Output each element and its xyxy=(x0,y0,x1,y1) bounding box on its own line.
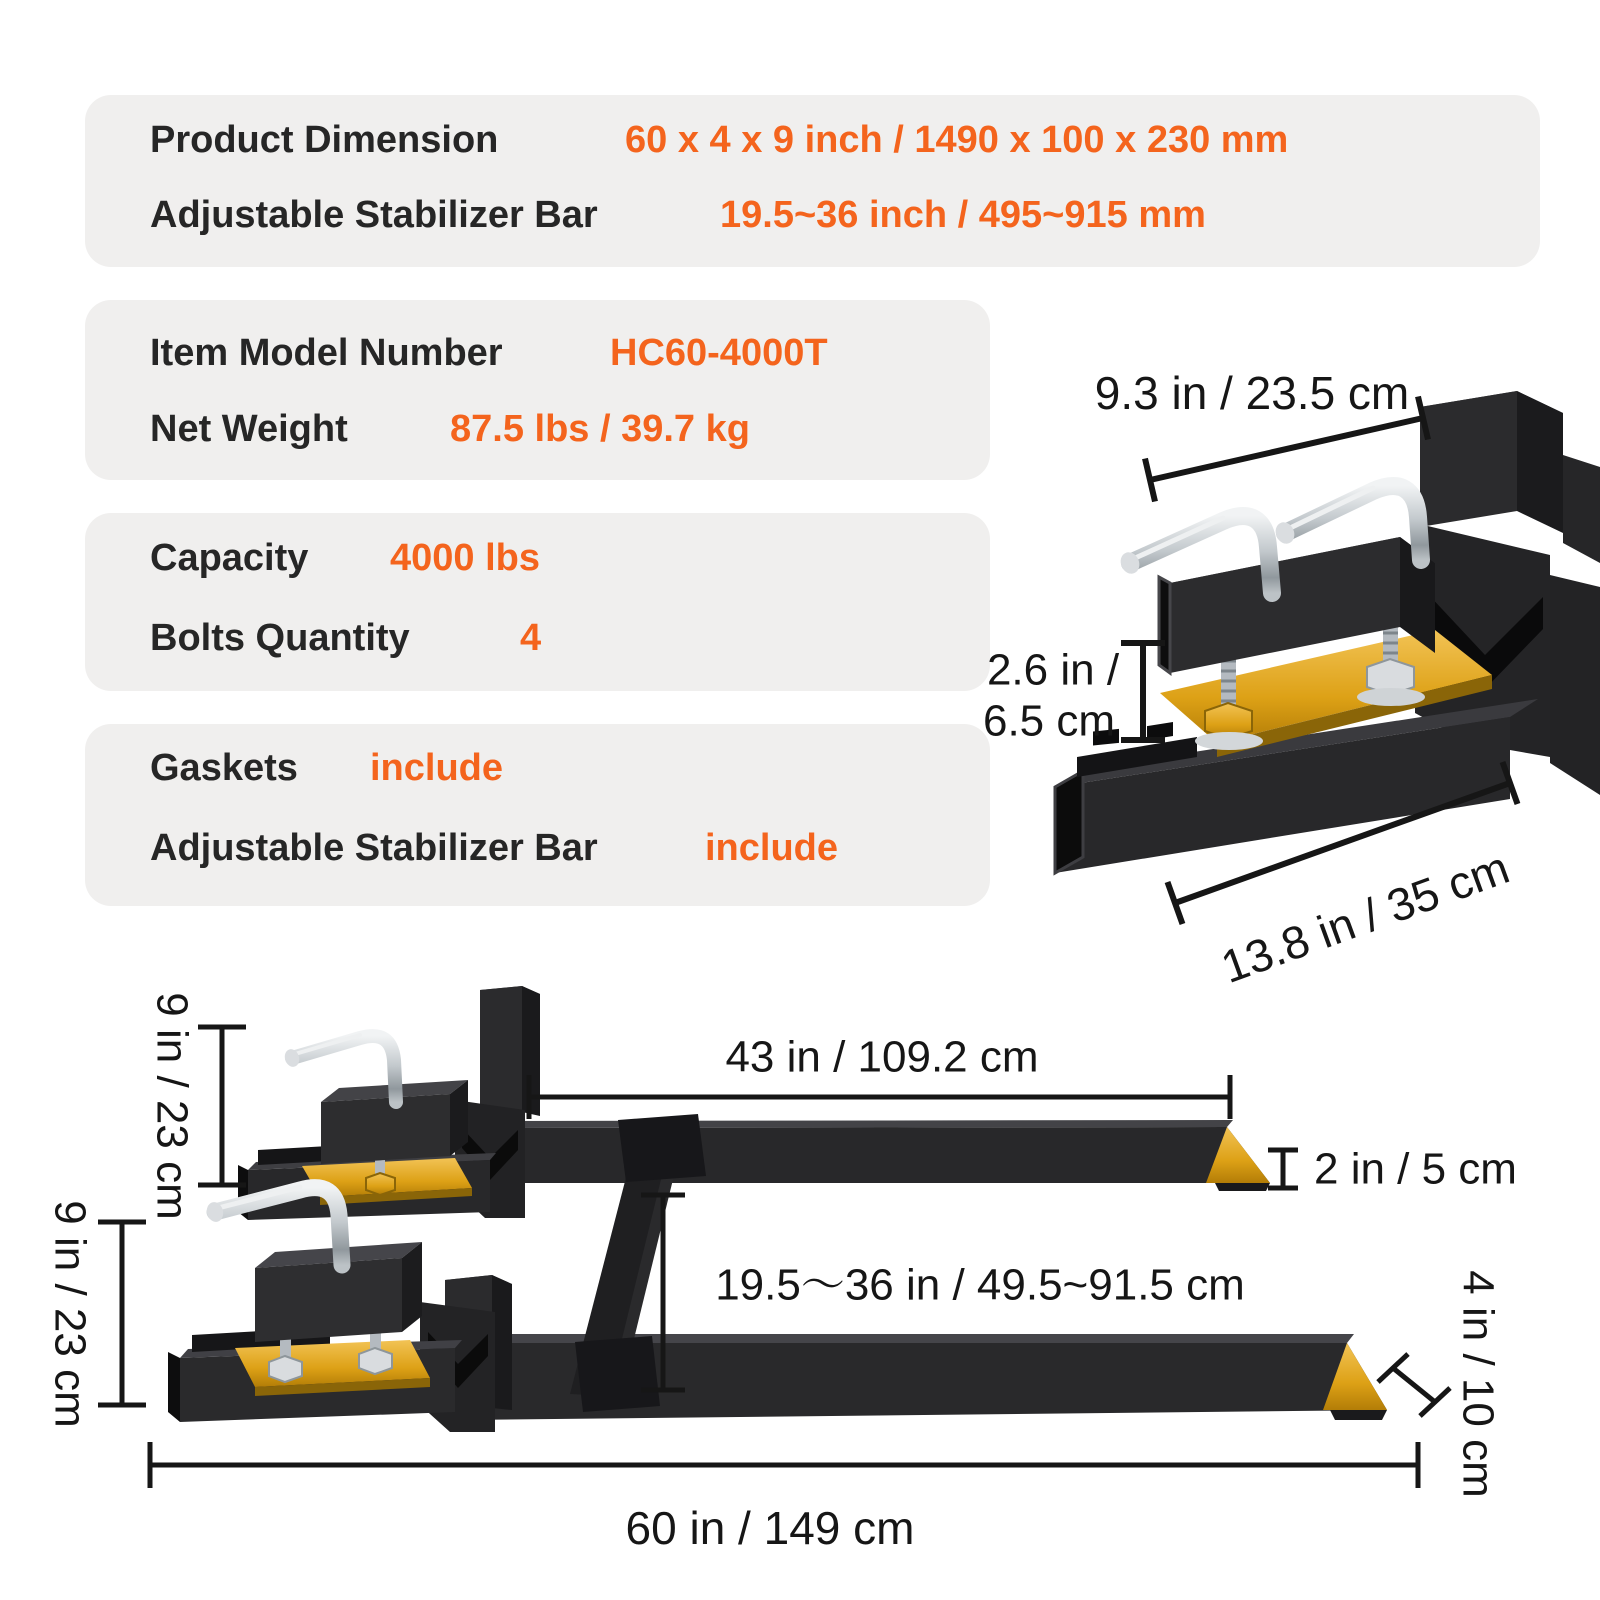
spec-value-bolts-quantity: 4 xyxy=(520,617,542,659)
dim-line-height-lower xyxy=(98,1222,146,1405)
dim-label-tip-thickness: 2 in / 5 cm xyxy=(1314,1144,1517,1194)
spec-row xyxy=(85,190,1540,240)
upper-fork xyxy=(238,986,1270,1220)
frame-weld-section xyxy=(1563,455,1600,563)
dim-line-height-upper xyxy=(198,1027,246,1185)
dim-label-stabilizer-range: 19.5～36 in / 49.5~91.5 cm xyxy=(715,1260,1245,1310)
spec-label-product-dimension: Product Dimension xyxy=(150,119,499,161)
dim-marker-tip-thickness xyxy=(1268,1150,1298,1188)
spec-value-net-weight: 87.5 lbs / 39.7 kg xyxy=(450,408,750,450)
spec-label-stabilizer-bar-size: Adjustable Stabilizer Bar xyxy=(150,194,598,236)
spec-row xyxy=(85,533,990,583)
fork-blade xyxy=(490,1120,1270,1191)
spec-value-model-number: HC60-4000T xyxy=(610,332,828,374)
lower-fork xyxy=(168,1187,1387,1432)
dim-label-clamp-gap-2: 6.5 cm xyxy=(982,696,1116,746)
spec-box-dimensions xyxy=(85,95,1540,267)
spec-value-stabilizer-bar-size: 19.5~36 inch / 495~915 mm xyxy=(720,194,1206,236)
hitch-receiver-tube-icon xyxy=(1420,391,1563,533)
spec-row xyxy=(85,743,990,793)
spec-row xyxy=(85,613,990,663)
spec-box-capacity xyxy=(85,513,990,691)
spec-row xyxy=(85,115,1540,165)
dim-label-total-length: 60 in / 149 cm xyxy=(625,1502,915,1554)
spec-value-stabilizer-included: include xyxy=(705,827,839,869)
clamp-bolt xyxy=(359,1330,392,1374)
dim-marker-blade-width xyxy=(1378,1354,1450,1416)
dim-label-top-width: 9.3 in / 23.5 cm xyxy=(1094,367,1410,419)
dim-label-height-upper: 9 in / 23 cm xyxy=(147,992,197,1220)
spec-label-net-weight: Net Weight xyxy=(150,408,348,450)
dim-label-height-lower: 9 in / 23 cm xyxy=(45,1200,95,1428)
dim-label-clamp-gap-1: 2.6 in / xyxy=(986,645,1120,695)
dim-label-blade-width: 4 in / 10 cm xyxy=(1453,1270,1503,1498)
spec-value-gaskets: include xyxy=(370,747,504,789)
spec-box-included xyxy=(85,724,990,906)
spec-row xyxy=(85,328,990,378)
spec-label-gaskets: Gaskets xyxy=(150,747,298,789)
spec-label-capacity: Capacity xyxy=(150,537,309,579)
dim-label-heel-length: 13.8 in / 35 cm xyxy=(1214,840,1516,994)
spec-row xyxy=(85,823,990,873)
spec-row xyxy=(85,404,990,454)
spec-label-model-number: Item Model Number xyxy=(150,332,503,374)
dim-label-blade-length: 43 in / 109.2 cm xyxy=(725,1032,1039,1082)
gasket-plate xyxy=(235,1340,430,1396)
spec-value-product-dimension: 60 x 4 x 9 inch / 1490 x 100 x 230 mm xyxy=(625,119,1289,161)
spec-label-stabilizer-included: Adjustable Stabilizer Bar xyxy=(150,827,598,869)
dim-line-total-length xyxy=(150,1442,1418,1488)
fork-bar-continuation xyxy=(1550,575,1600,795)
pallet-forks-illustration xyxy=(30,950,1575,1595)
dim-line-blade-length xyxy=(529,1075,1230,1119)
spec-label-bolts-quantity: Bolts Quantity xyxy=(150,617,410,659)
spec-value-capacity: 4000 lbs xyxy=(390,537,540,579)
spec-box-model xyxy=(85,300,990,480)
clamp-closeup-illustration xyxy=(965,325,1600,995)
